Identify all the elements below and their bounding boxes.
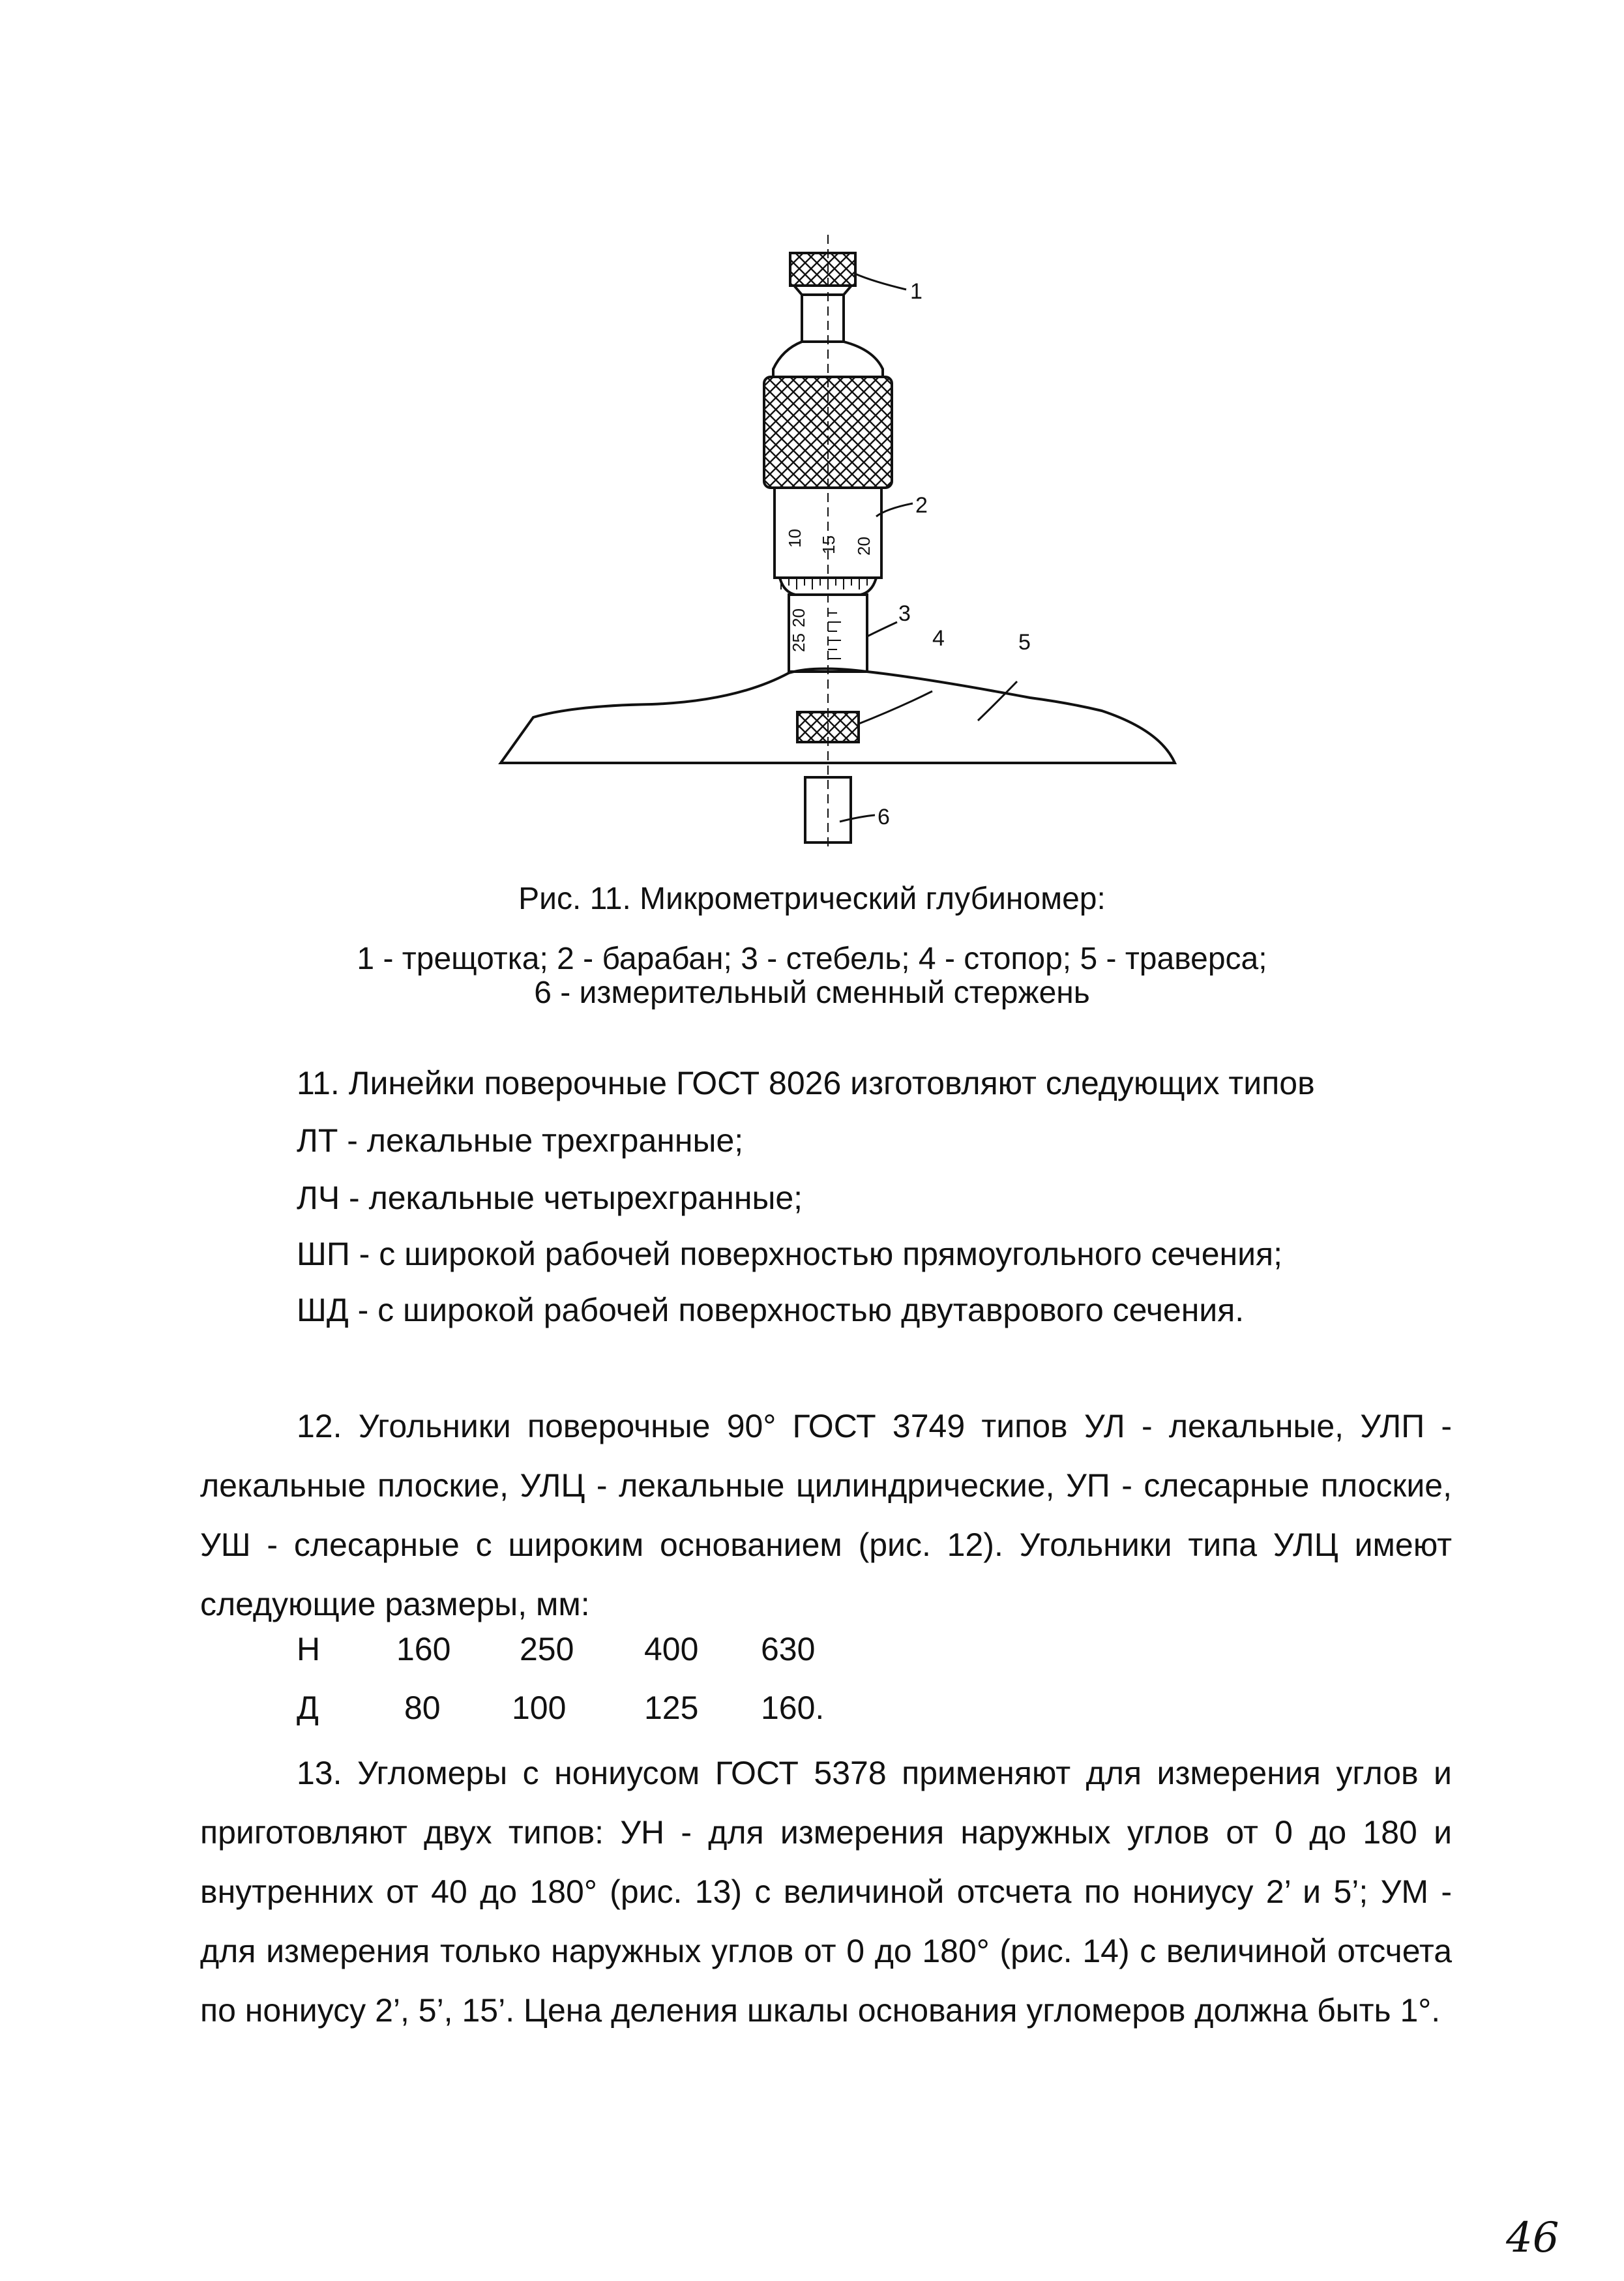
figure-depth-gauge <box>482 222 1187 867</box>
dims-cell: 160 <box>396 1631 451 1667</box>
section-11-item-lt: ЛТ - лекальные трехгранные; <box>297 1122 744 1159</box>
dims-row-d-label: Д <box>297 1690 319 1726</box>
section-11-item-shd: ШД - с широкой рабочей поверхностью двутаврового сечения. <box>297 1292 1245 1328</box>
dims-cell: 80 <box>404 1690 441 1726</box>
section-13-paragraph: 13. Угломеры с нониусом ГОСТ 5378 применяют для измерения углов и приготовляют двух типов: УН - для измерения наружных углов от 0 до 180 и внутренних от 40 до 180° (рис. 13) с величиной отсчета по нониусу 2’ и 5’; УМ - для измерения только наружных углов от 0 до 180° (рис. 14) с величиной отсчета по нониусу 2’, 5’, 15’. Цена деления шкалы основания угломеров должна быть 1°. <box>200 1755 1452 2029</box>
section-12-paragraph: 12. Угольники поверочные 90° ГОСТ 3749 типов УЛ - лекальные, УЛП - лекальные плоские, УЛЦ - лекальные цилиндрические, УП - слесарные плоские, УШ - слесарные с широким основанием (рис. 12). Угольники типа УЛЦ имеют следующие размеры, мм: <box>200 1408 1452 1622</box>
scale-sleeve-25: 25 <box>789 633 808 652</box>
callout-1: 1 <box>910 279 923 304</box>
dims-row-h-label: Н <box>297 1631 321 1667</box>
page-number: 46 <box>1506 2214 1559 2262</box>
figure-caption-line1: 1 - трещотка; 2 - барабан; 3 - стебель; 4 - стопор; 5 - траверса; <box>357 942 1267 976</box>
figure-caption-title: Рис. 11. Микрометрический глубиномер: <box>518 882 1106 916</box>
figure-caption-line2: 6 - измерительный сменный стержень <box>534 976 1090 1010</box>
dims-cell: 630 <box>761 1631 816 1667</box>
callout-6: 6 <box>878 805 890 829</box>
callout-5: 5 <box>1018 630 1031 655</box>
dims-cell: 250 <box>520 1631 574 1667</box>
section-11-intro: 11. Линейки поверочные ГОСТ 8026 изготовляют следующих типов <box>297 1065 1315 1101</box>
dims-cell: 100 <box>512 1690 567 1726</box>
scale-thimble-20: 20 <box>854 537 874 556</box>
dims-cell: 125 <box>644 1690 699 1726</box>
dims-cell: 160. <box>761 1690 825 1726</box>
callout-4: 4 <box>932 626 945 651</box>
callout-2: 2 <box>915 493 928 518</box>
section-11-item-shp: ШП - с широкой рабочей поверхностью прямоугольного сечения; <box>297 1236 1283 1272</box>
scale-sleeve-20: 20 <box>789 608 808 627</box>
dims-cell: 400 <box>644 1631 699 1667</box>
scale-thimble-15: 15 <box>819 535 838 554</box>
callout-3: 3 <box>898 601 911 626</box>
depth-gauge-drawing <box>482 222 1187 867</box>
scale-thimble-10: 10 <box>785 529 805 548</box>
section-11-item-lch: ЛЧ - лекальные четырехгранные; <box>297 1180 803 1216</box>
